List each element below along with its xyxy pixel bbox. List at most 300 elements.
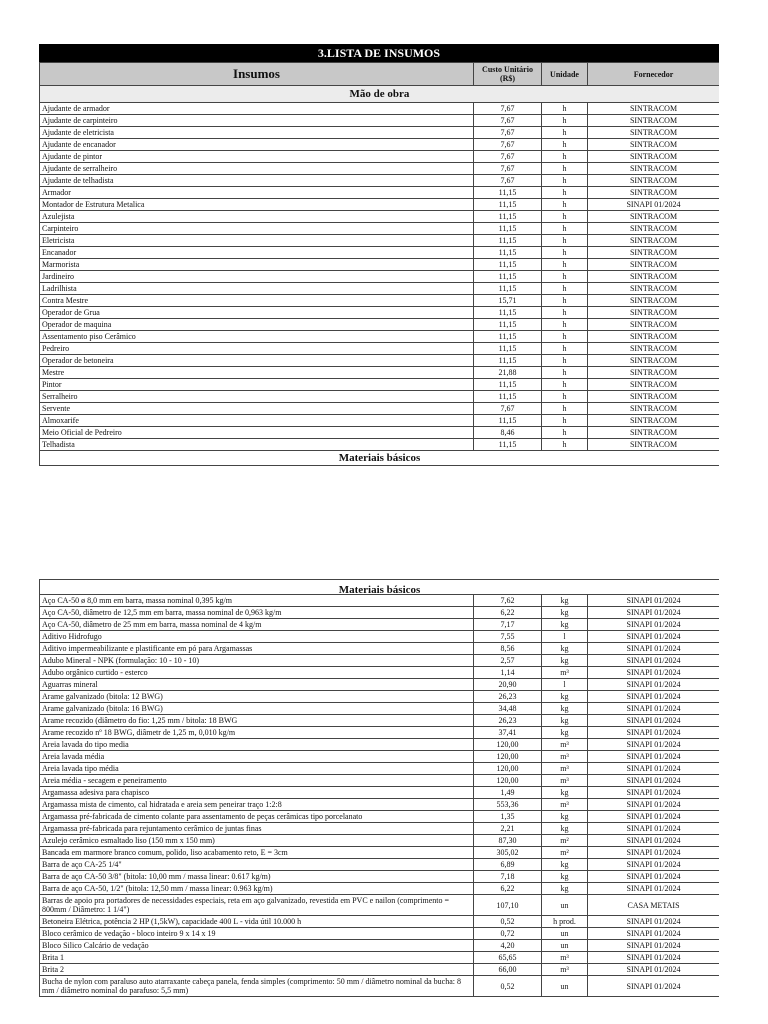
mao-de-obra-row: [40, 163, 720, 175]
cell-fornecedor: SINAPI 01/2024: [588, 916, 720, 928]
cell-insumo: Ladrilhista: [40, 283, 474, 295]
material-row: [40, 976, 720, 997]
cell-fornecedor: SINTRACOM: [588, 367, 720, 379]
cell-unidade: un: [542, 928, 588, 940]
material-row: [40, 823, 720, 835]
cell-custo: 7,18: [474, 871, 542, 883]
material-row: [40, 703, 720, 715]
cell-unidade: kg: [542, 859, 588, 871]
cell-unidade: kg: [542, 811, 588, 823]
cell-fornecedor: SINTRACOM: [588, 439, 720, 451]
cell-insumo: Azulejista: [40, 211, 474, 223]
cell-unidade: h: [542, 319, 588, 331]
cell-insumo: Adubo orgânico curtido - esterco: [40, 667, 474, 679]
cell-custo: 7,17: [474, 619, 542, 631]
cell-unidade: kg: [542, 703, 588, 715]
cell-unidade: h: [542, 175, 588, 187]
cell-insumo: Montador de Estrutura Metalica: [40, 199, 474, 211]
cell-unidade: h: [542, 283, 588, 295]
cell-fornecedor: SINTRACOM: [588, 223, 720, 235]
cell-fornecedor: SINTRACOM: [588, 427, 720, 439]
cell-insumo: Arame recozido nº 18 BWG, diâmetr de 1,25 m, 0,010 kg/m: [40, 727, 474, 739]
table-header: [40, 63, 720, 86]
header-fornecedor: Fornecedor: [588, 63, 720, 86]
header-custo-unitario: Custo Unitário (R$): [474, 63, 542, 86]
cell-unidade: h: [542, 379, 588, 391]
cell-custo: 7,67: [474, 103, 542, 115]
mao-de-obra-row: [40, 343, 720, 355]
cell-custo: 1,14: [474, 667, 542, 679]
cell-unidade: h: [542, 367, 588, 379]
material-row: [40, 847, 720, 859]
material-row: [40, 715, 720, 727]
material-row: [40, 691, 720, 703]
cell-custo: 21,88: [474, 367, 542, 379]
cell-insumo: Argamassa mista de cimento, cal hidratada e areia sem peneirar traço 1:2:8: [40, 799, 474, 811]
cell-fornecedor: SINTRACOM: [588, 187, 720, 199]
mao-de-obra-row: [40, 103, 720, 115]
cell-custo: 11,15: [474, 355, 542, 367]
cell-unidade: h: [542, 355, 588, 367]
mao-de-obra-row: [40, 115, 720, 127]
mao-de-obra-row: [40, 427, 720, 439]
mao-de-obra-row: [40, 175, 720, 187]
cell-fornecedor: SINAPI 01/2024: [588, 199, 720, 211]
cell-fornecedor: SINAPI 01/2024: [588, 835, 720, 847]
material-row: [40, 811, 720, 823]
cell-insumo: Contra Mestre: [40, 295, 474, 307]
document-title: 3.LISTA DE INSUMOS: [39, 44, 719, 62]
cell-insumo: Aditivo Hidrofugo: [40, 631, 474, 643]
cell-insumo: Ajudante de serralheiro: [40, 163, 474, 175]
cell-unidade: m²: [542, 847, 588, 859]
material-row: [40, 835, 720, 847]
cell-custo: 11,15: [474, 259, 542, 271]
cell-fornecedor: SINAPI 01/2024: [588, 643, 720, 655]
mao-de-obra-row: [40, 367, 720, 379]
cell-unidade: h: [542, 259, 588, 271]
cell-insumo: Operador de maquina: [40, 319, 474, 331]
cell-fornecedor: SINAPI 01/2024: [588, 703, 720, 715]
cell-unidade: kg: [542, 655, 588, 667]
material-row: [40, 859, 720, 871]
insumos-table: [39, 62, 719, 466]
cell-fornecedor: SINAPI 01/2024: [588, 964, 720, 976]
cell-unidade: kg: [542, 607, 588, 619]
insumos-table-continued: [39, 579, 719, 997]
cell-fornecedor: SINTRACOM: [588, 331, 720, 343]
mao-de-obra-row: [40, 307, 720, 319]
cell-fornecedor: SINAPI 01/2024: [588, 859, 720, 871]
cell-fornecedor: SINTRACOM: [588, 307, 720, 319]
cell-unidade: kg: [542, 643, 588, 655]
cell-custo: 1,35: [474, 811, 542, 823]
material-row: [40, 928, 720, 940]
cell-insumo: Aço CA-50, diâmetro de 12,5 mm em barra, massa nominal de 0,963 kg/m: [40, 607, 474, 619]
cell-custo: 4,20: [474, 940, 542, 952]
cell-insumo: Operador de betoneira: [40, 355, 474, 367]
mao-de-obra-row: [40, 187, 720, 199]
cell-custo: 65,65: [474, 952, 542, 964]
cell-insumo: Ajudante de eletricista: [40, 127, 474, 139]
cell-custo: 2,57: [474, 655, 542, 667]
cell-unidade: h: [542, 307, 588, 319]
cell-unidade: l: [542, 679, 588, 691]
cell-insumo: Marmorista: [40, 259, 474, 271]
cell-unidade: h: [542, 439, 588, 451]
section-title-mao-de-obra: Mão de obra: [40, 86, 720, 103]
cell-custo: 6,22: [474, 607, 542, 619]
cell-insumo: Argamassa adesiva para chapisco: [40, 787, 474, 799]
cell-custo: 7,67: [474, 163, 542, 175]
cell-unidade: h: [542, 391, 588, 403]
cell-custo: 8,56: [474, 643, 542, 655]
cell-custo: 11,15: [474, 391, 542, 403]
cell-custo: 37,41: [474, 727, 542, 739]
cell-unidade: m³: [542, 952, 588, 964]
mao-de-obra-row: [40, 199, 720, 211]
material-row: [40, 595, 720, 607]
cell-custo: 553,36: [474, 799, 542, 811]
mao-de-obra-row: [40, 319, 720, 331]
mao-de-obra-row: [40, 379, 720, 391]
mao-de-obra-row: [40, 271, 720, 283]
cell-unidade: kg: [542, 691, 588, 703]
cell-fornecedor: SINAPI 01/2024: [588, 739, 720, 751]
cell-insumo: Armador: [40, 187, 474, 199]
cell-insumo: Aditivo impermeabilizante e plastificante em pó para Argamassas: [40, 643, 474, 655]
cell-fornecedor: SINTRACOM: [588, 127, 720, 139]
cell-unidade: h: [542, 223, 588, 235]
material-row: [40, 799, 720, 811]
cell-fornecedor: SINTRACOM: [588, 355, 720, 367]
cell-unidade: h: [542, 271, 588, 283]
cell-custo: 0,72: [474, 928, 542, 940]
cell-fornecedor: SINTRACOM: [588, 235, 720, 247]
cell-unidade: kg: [542, 787, 588, 799]
cell-custo: 11,15: [474, 319, 542, 331]
cell-insumo: Barra de aço CA-25 1/4": [40, 859, 474, 871]
material-row: [40, 940, 720, 952]
cell-unidade: h: [542, 103, 588, 115]
cell-custo: 7,67: [474, 127, 542, 139]
cell-insumo: Operador de Grua: [40, 307, 474, 319]
cell-fornecedor: SINAPI 01/2024: [588, 679, 720, 691]
cell-custo: 20,90: [474, 679, 542, 691]
cell-fornecedor: SINTRACOM: [588, 247, 720, 259]
cell-insumo: Mestre: [40, 367, 474, 379]
mao-de-obra-row: [40, 283, 720, 295]
cell-insumo: Encanador: [40, 247, 474, 259]
cell-unidade: kg: [542, 595, 588, 607]
cell-custo: 11,15: [474, 331, 542, 343]
cell-unidade: h: [542, 295, 588, 307]
cell-fornecedor: SINAPI 01/2024: [588, 691, 720, 703]
cell-fornecedor: SINAPI 01/2024: [588, 751, 720, 763]
cell-insumo: Pedreiro: [40, 343, 474, 355]
cell-insumo: Ajudante de armador: [40, 103, 474, 115]
cell-insumo: Jardineiro: [40, 271, 474, 283]
cell-custo: 15,71: [474, 295, 542, 307]
cell-fornecedor: SINAPI 01/2024: [588, 595, 720, 607]
cell-fornecedor: SINTRACOM: [588, 283, 720, 295]
cell-insumo: Servente: [40, 403, 474, 415]
cell-custo: 26,23: [474, 715, 542, 727]
cell-custo: 7,62: [474, 595, 542, 607]
cell-fornecedor: SINAPI 01/2024: [588, 763, 720, 775]
mao-de-obra-row: [40, 439, 720, 451]
cell-unidade: h: [542, 415, 588, 427]
cell-insumo: Ajudante de encanador: [40, 139, 474, 151]
cell-fornecedor: SINTRACOM: [588, 163, 720, 175]
cell-custo: 11,15: [474, 343, 542, 355]
cell-fornecedor: SINTRACOM: [588, 343, 720, 355]
cell-custo: 11,15: [474, 187, 542, 199]
cell-custo: 7,67: [474, 151, 542, 163]
cell-fornecedor: SINTRACOM: [588, 391, 720, 403]
cell-fornecedor: SINAPI 01/2024: [588, 976, 720, 997]
cell-insumo: Areia média - secagem e peneiramento: [40, 775, 474, 787]
mao-de-obra-row: [40, 127, 720, 139]
cell-fornecedor: SINTRACOM: [588, 211, 720, 223]
cell-custo: 120,00: [474, 751, 542, 763]
cell-unidade: m³: [542, 964, 588, 976]
cell-unidade: h: [542, 211, 588, 223]
mao-de-obra-row: [40, 403, 720, 415]
cell-fornecedor: SINTRACOM: [588, 295, 720, 307]
cell-custo: 107,10: [474, 895, 542, 916]
cell-custo: 7,67: [474, 403, 542, 415]
material-row: [40, 727, 720, 739]
cell-insumo: Arame galvanizado (bitola: 12 BWG): [40, 691, 474, 703]
cell-unidade: h: [542, 199, 588, 211]
cell-unidade: h: [542, 115, 588, 127]
cell-fornecedor: SINAPI 01/2024: [588, 787, 720, 799]
cell-insumo: Almoxarife: [40, 415, 474, 427]
cell-fornecedor: SINAPI 01/2024: [588, 667, 720, 679]
cell-unidade: m³: [542, 775, 588, 787]
cell-unidade: h: [542, 151, 588, 163]
cell-fornecedor: SINAPI 01/2024: [588, 715, 720, 727]
cell-fornecedor: SINAPI 01/2024: [588, 811, 720, 823]
cell-unidade: h: [542, 127, 588, 139]
cell-fornecedor: SINAPI 01/2024: [588, 727, 720, 739]
material-row: [40, 952, 720, 964]
document-page-2: [39, 579, 719, 1024]
cell-fornecedor: SINTRACOM: [588, 271, 720, 283]
cell-fornecedor: SINAPI 01/2024: [588, 823, 720, 835]
material-row: [40, 655, 720, 667]
cell-unidade: m³: [542, 739, 588, 751]
cell-insumo: Betoneira Elétrica, potência 2 HP (1,5kW), capacidade 400 L - vida útil 10.000 h: [40, 916, 474, 928]
material-row: [40, 895, 720, 916]
cell-insumo: Barra de aço CA-50, 1/2" (bitola: 12,50 mm / massa linear: 0.963 kg/m): [40, 883, 474, 895]
cell-custo: 11,15: [474, 271, 542, 283]
cell-insumo: Bucha de nylon com paraluso auto atarraxante cabeça panela, fenda simples (comprimento: 50 mm / diâmetro nominal da bucha: 8 mm / diâmetro nominal do parafuso: 5,5 mm): [40, 976, 474, 997]
cell-custo: 120,00: [474, 775, 542, 787]
cell-unidade: kg: [542, 871, 588, 883]
cell-unidade: h: [542, 163, 588, 175]
cell-unidade: h: [542, 247, 588, 259]
cell-custo: 11,15: [474, 199, 542, 211]
material-row: [40, 775, 720, 787]
cell-custo: 120,00: [474, 739, 542, 751]
section-title-materiais-basicos: Materiais básicos: [40, 451, 720, 466]
cell-unidade: kg: [542, 823, 588, 835]
header-unidade: Unidade: [542, 63, 588, 86]
cell-unidade: m³: [542, 763, 588, 775]
mao-de-obra-row: [40, 295, 720, 307]
cell-insumo: Bloco cerâmico de vedação - bloco inteiro 9 x 14 x 19: [40, 928, 474, 940]
cell-insumo: Aço CA-50, diâmetro de 25 mm em barra, massa nominal de 4 kg/m: [40, 619, 474, 631]
cell-custo: 26,23: [474, 691, 542, 703]
cell-fornecedor: SINAPI 01/2024: [588, 952, 720, 964]
material-row: [40, 619, 720, 631]
cell-fornecedor: SINAPI 01/2024: [588, 619, 720, 631]
cell-fornecedor: SINTRACOM: [588, 403, 720, 415]
cell-fornecedor: SINAPI 01/2024: [588, 871, 720, 883]
cell-fornecedor: SINAPI 01/2024: [588, 940, 720, 952]
material-row: [40, 883, 720, 895]
cell-unidade: kg: [542, 727, 588, 739]
cell-insumo: Carpinteiro: [40, 223, 474, 235]
section-title-materiais-basicos-continued: Materiais básicos: [40, 580, 720, 595]
cell-insumo: Ajudante de carpinteiro: [40, 115, 474, 127]
cell-custo: 11,15: [474, 415, 542, 427]
cell-fornecedor: SINAPI 01/2024: [588, 607, 720, 619]
cell-unidade: un: [542, 895, 588, 916]
material-row: [40, 607, 720, 619]
cell-unidade: kg: [542, 619, 588, 631]
cell-custo: 8,46: [474, 427, 542, 439]
header-insumos: Insumos: [40, 63, 474, 86]
cell-insumo: Bancada em marmore branco comum, polido, liso acabamento reto, E = 3cm: [40, 847, 474, 859]
mao-de-obra-row: [40, 151, 720, 163]
cell-unidade: un: [542, 976, 588, 997]
cell-fornecedor: SINTRACOM: [588, 175, 720, 187]
cell-custo: 6,89: [474, 859, 542, 871]
cell-custo: 2,21: [474, 823, 542, 835]
material-row: [40, 679, 720, 691]
cell-custo: 1,49: [474, 787, 542, 799]
cell-insumo: Areia lavada do tipo media: [40, 739, 474, 751]
cell-fornecedor: SINAPI 01/2024: [588, 847, 720, 859]
material-row: [40, 667, 720, 679]
cell-insumo: Eletricista: [40, 235, 474, 247]
cell-insumo: Meio Oficial de Pedreiro: [40, 427, 474, 439]
mao-de-obra-row: [40, 235, 720, 247]
cell-insumo: Telhadista: [40, 439, 474, 451]
mao-de-obra-row: [40, 259, 720, 271]
cell-fornecedor: SINTRACOM: [588, 319, 720, 331]
cell-insumo: Aço CA-50 ø 8,0 mm em barra, massa nominal 0,395 kg/m: [40, 595, 474, 607]
cell-custo: 34,48: [474, 703, 542, 715]
cell-fornecedor: SINAPI 01/2024: [588, 883, 720, 895]
material-row: [40, 916, 720, 928]
material-row: [40, 751, 720, 763]
cell-fornecedor: SINTRACOM: [588, 259, 720, 271]
cell-fornecedor: SINAPI 01/2024: [588, 631, 720, 643]
cell-custo: 87,30: [474, 835, 542, 847]
cell-fornecedor: SINTRACOM: [588, 151, 720, 163]
cell-insumo: Brita 2: [40, 964, 474, 976]
cell-insumo: Assentamento piso Cerâmico: [40, 331, 474, 343]
document-page-1: [39, 44, 719, 487]
cell-fornecedor: SINTRACOM: [588, 379, 720, 391]
cell-unidade: un: [542, 940, 588, 952]
mao-de-obra-row: [40, 223, 720, 235]
cell-insumo: Argamassa pré-fabricada para rejuntamento cerâmico de juntas finas: [40, 823, 474, 835]
cell-fornecedor: SINAPI 01/2024: [588, 775, 720, 787]
cell-fornecedor: SINAPI 01/2024: [588, 799, 720, 811]
cell-unidade: kg: [542, 715, 588, 727]
material-row: [40, 643, 720, 655]
cell-insumo: Barras de apoio pra portadores de necessidades especiais, reta em aço galvanizado, revestida em PVC e nailon (comprimento = 800mm / Diâmetro: 1 1/4"): [40, 895, 474, 916]
cell-insumo: Brita 1: [40, 952, 474, 964]
cell-insumo: Arame galvanizado (bitola: 16 BWG): [40, 703, 474, 715]
cell-unidade: h: [542, 331, 588, 343]
cell-insumo: Ajudante de telhadista: [40, 175, 474, 187]
cell-custo: 120,00: [474, 763, 542, 775]
cell-unidade: m²: [542, 835, 588, 847]
cell-fornecedor: SINTRACOM: [588, 139, 720, 151]
mao-de-obra-row: [40, 211, 720, 223]
cell-fornecedor: SINAPI 01/2024: [588, 655, 720, 667]
cell-unidade: l: [542, 631, 588, 643]
mao-de-obra-row: [40, 139, 720, 151]
cell-custo: 0,52: [474, 976, 542, 997]
cell-custo: 11,15: [474, 223, 542, 235]
cell-custo: 11,15: [474, 211, 542, 223]
cell-fornecedor: CASA METAIS: [588, 895, 720, 916]
cell-custo: 0,52: [474, 916, 542, 928]
cell-custo: 11,15: [474, 379, 542, 391]
cell-insumo: Argamassa pré-fabricada de cimento colante para assentamento de peças cerâmicas tipo porcelanato: [40, 811, 474, 823]
cell-custo: 11,15: [474, 283, 542, 295]
cell-unidade: m³: [542, 799, 588, 811]
mao-de-obra-row: [40, 331, 720, 343]
cell-insumo: Arame recozido (diâmetro do fio: 1,25 mm / bitola: 18 BWG: [40, 715, 474, 727]
cell-unidade: h: [542, 427, 588, 439]
cell-unidade: kg: [542, 883, 588, 895]
cell-insumo: Barra de aço CA-50 3/8" (bitola: 10,00 mm / massa linear: 0.617 kg/m): [40, 871, 474, 883]
cell-insumo: Bloco Silico Calcário de vedação: [40, 940, 474, 952]
cell-insumo: Aguarras mineral: [40, 679, 474, 691]
cell-custo: 305,02: [474, 847, 542, 859]
cell-insumo: Serralheiro: [40, 391, 474, 403]
cell-custo: 7,67: [474, 175, 542, 187]
cell-fornecedor: SINTRACOM: [588, 115, 720, 127]
cell-custo: 66,00: [474, 964, 542, 976]
cell-unidade: h prod.: [542, 916, 588, 928]
material-row: [40, 763, 720, 775]
cell-custo: 11,15: [474, 439, 542, 451]
section-row-materiais-basicos: [40, 580, 720, 595]
cell-custo: 11,15: [474, 307, 542, 319]
cell-fornecedor: SINTRACOM: [588, 103, 720, 115]
cell-custo: 7,67: [474, 139, 542, 151]
material-row: [40, 787, 720, 799]
cell-insumo: Pintor: [40, 379, 474, 391]
mao-de-obra-row: [40, 391, 720, 403]
cell-custo: 6,22: [474, 883, 542, 895]
section-row-mao-de-obra: [40, 86, 720, 103]
cell-custo: 11,15: [474, 247, 542, 259]
cell-unidade: m³: [542, 751, 588, 763]
material-row: [40, 631, 720, 643]
material-row: [40, 739, 720, 751]
section-row-materiais-basicos-cut: [40, 451, 720, 466]
